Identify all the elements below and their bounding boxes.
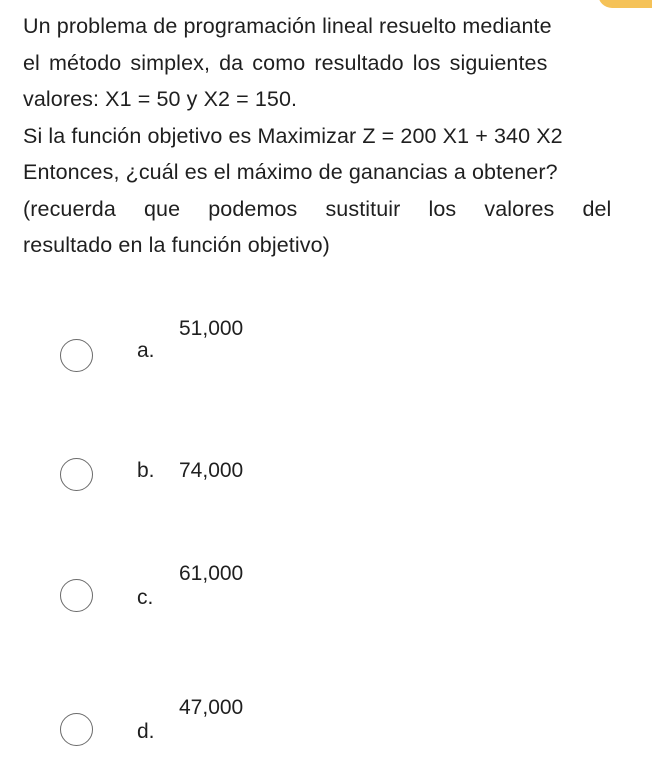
question-line-1 (23, 8, 629, 45)
question-line-3: valores: X1 = 50 y X2 = 150. (23, 87, 298, 111)
option-d[interactable] (0, 688, 652, 768)
option-c-letter: c. (137, 586, 154, 609)
option-d-letter: d. (137, 720, 155, 743)
question-line-5: Entonces, ¿cuál es el máximo de ganancias a obtener? (23, 160, 558, 184)
radio-button-a[interactable] (60, 339, 93, 372)
option-b[interactable] (0, 446, 652, 526)
option-b-letter: b. (137, 459, 155, 482)
option-d-value: 47,000 (179, 696, 244, 719)
radio-button-d[interactable] (60, 713, 93, 746)
corner-tab (598, 0, 652, 8)
question-line-4: Si la función objetivo es Maximizar Z = 200 X1 + 340 X2 (23, 123, 563, 148)
question-line-7: resultado en la función objetivo) (23, 233, 330, 257)
option-a[interactable] (0, 310, 652, 390)
option-b-value: 74,000 (179, 459, 244, 482)
radio-button-b[interactable] (60, 458, 93, 491)
option-a-value: 51,000 (179, 317, 244, 340)
option-c-value: 61,000 (179, 562, 244, 585)
radio-button-c[interactable] (60, 579, 93, 612)
question-text (23, 8, 629, 264)
question-line-6: (recuerda que podemos sustituir los valores del (23, 196, 612, 221)
option-a-letter: a. (137, 339, 155, 362)
option-c[interactable] (0, 553, 652, 633)
question-line-1-text: Un problema de programación lineal resuelto mediante (23, 14, 552, 38)
question-line-2: el método simplex, da como resultado los siguientes (23, 50, 548, 75)
